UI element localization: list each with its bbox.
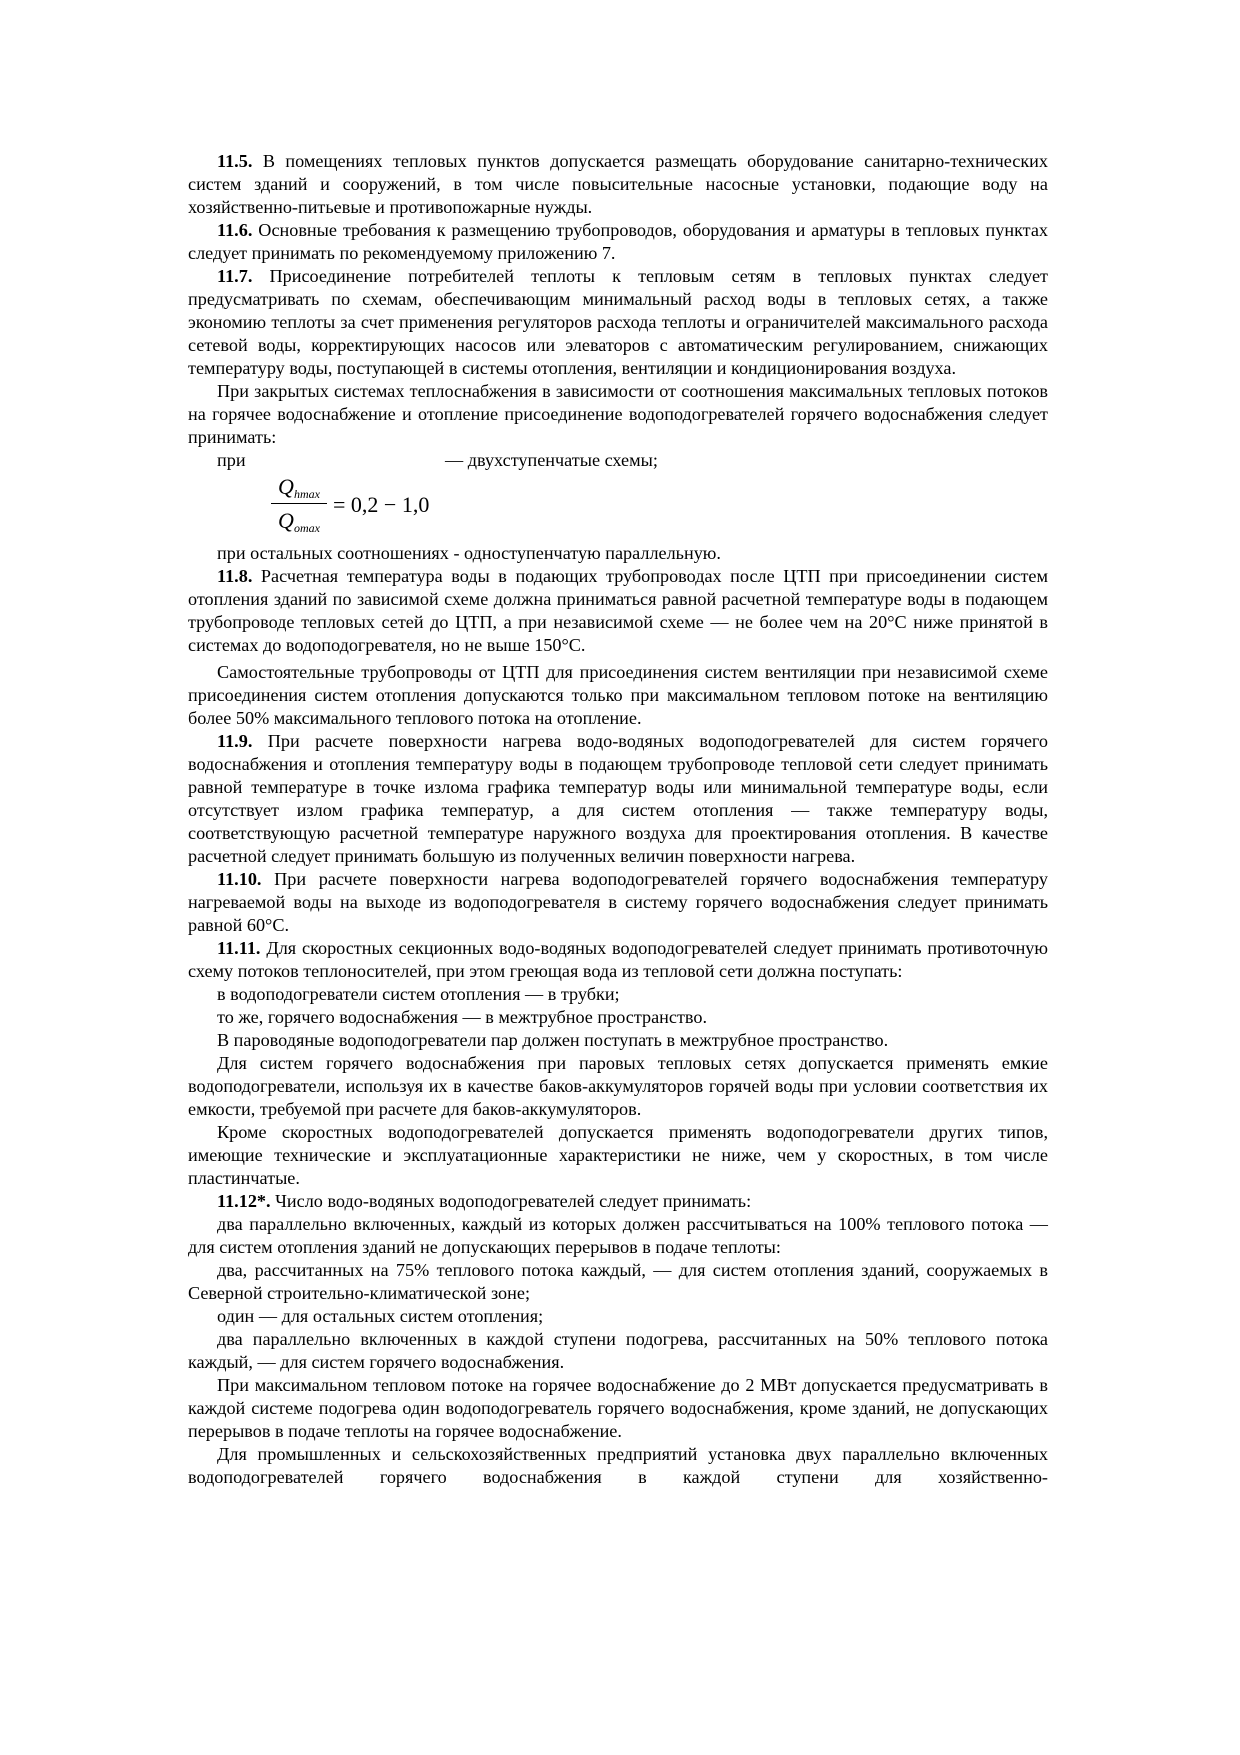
paragraph-11-6 [188,219,1048,265]
paragraph-text: Число водо-водяных водоподогревателей следует принимать: [270,1191,752,1211]
list-item: в водоподогреватели систем отопления — в трубки; [217,984,620,1004]
paragraph-max-2mw: При максимальном тепловом потоке на горячее водоснабжение до 2 МВт допускается предусматривать в каждой системе подогрева один водоподогреватель горячего водоснабжения, кроме зданий, не допускающих перерывов в подаче теплоты на горячее водоснабжение. [188,1375,1048,1441]
denominator [271,506,327,536]
paragraph-text: В помещениях тепловых пунктов допускается размещать оборудование санитарно-технических систем зданий и сооружений, в том числе повысительные насосные установки, подающие воду на хозяйственно-питьевые и противопожарные нужды. [188,151,1048,217]
numerator-symbol: Q [278,474,294,499]
paragraph-other-ratios: при остальных соотношениях - одноступенчатую параллельную. [217,543,721,563]
paragraph-steam-networks: Для систем горячего водоснабжения при паровых тепловых сетях допускается применять емкие водоподогреватели, используя их в качестве баков-аккумуляторов горячей воды при условии соответствия их емкости, требуемой при расчете для баков-аккумуляторов. [188,1053,1048,1119]
condition-line [188,449,1048,472]
denominator-symbol: Q [278,508,294,533]
paragraph-text: Основные требования к размещению трубопроводов, оборудования и арматуры в тепловых пунктах следует принимать по рекомендуемому приложению 7. [188,220,1048,263]
clause-number: 11.6. [217,220,253,240]
paragraph-text: Присоединение потребителей теплоты к тепловым сетям в тепловых пунктах следует предусматривать по схемам, обеспечивающим минимальный расход воды в тепловых сетях, а также экономию теплоты за счет применения регуляторов расхода теплоты и ограничителей максимального расхода сетевой воды, корректирующих насосов или элеваторов с автоматическим регулированием, снижающих температуру воды, поступающей в системы отопления, вентиляции и кондиционирования воздуха. [188,266,1048,378]
paragraph-11-8 [188,565,1048,657]
paragraph-11-10 [188,868,1048,937]
fraction-bar [271,503,327,504]
clause-number: 11.10. [217,869,262,889]
list-item: два, рассчитанных на 75% теплового потока каждый, — для систем отопления зданий, сооружаемых в Северной строительно-климатической зоне; [188,1260,1048,1303]
list-item: два параллельно включенных в каждой ступени подогрева, рассчитанных на 50% теплового потока каждый, — для систем горячего водоснабжения. [188,1329,1048,1372]
ratio-formula [271,472,1048,542]
numerator [271,472,327,502]
numerator-subscript: hmax [293,487,320,501]
fraction [271,472,327,536]
clause-number: 11.7. [217,266,253,286]
clause-number: 11.9. [217,731,253,751]
paragraph-independent: Самостоятельные трубопроводы от ЦТП для присоединения систем вентиляции при независимой схеме присоединения систем отопления допускаются только при максимальном тепловом потоке на вентиляцию более 50% максимального теплового потока на отопление. [188,662,1048,728]
paragraph-11-9 [188,730,1048,868]
clause-number: 11.12*. [217,1191,271,1211]
clause-number: 11.8. [217,566,253,586]
paragraph-steam: В пароводяные водоподогреватели пар должен поступать в межтрубное пространство. [217,1030,889,1050]
formula-range: = 0,2 − 1,0 [333,492,430,517]
denominator-subscript: omax [293,521,320,535]
paragraph-text: При расчете поверхности нагрева водоподогревателей горячего водоснабжения температуру нагреваемой воды на выходе из водоподогревателя в систему горячего водоснабжения следует принимать равной 60°С. [188,869,1048,935]
document-page [188,150,1048,1489]
paragraph-besides: Кроме скоростных водоподогревателей допускается применять водоподогреватели других типов, имеющие технические и эксплуатационные характеристики не ниже, чем у скоростных, в том числе пластинчатые. [188,1122,1048,1188]
paragraph-text: Расчетная температура воды в подающих трубопроводах после ЦТП при присоединении систем отопления зданий по зависимой схеме должна приниматься равной расчетной температуре воды в подающем трубопроводе тепловых сетей до ЦТП, а при независимой схеме — не более чем на 20°С ниже принятой в системах до водоподогревателя, но не выше 150°С. [188,566,1048,655]
clause-number: 11.11. [217,938,261,958]
paragraph-11-7 [188,265,1048,380]
list-item: то же, горячего водоснабжения — в межтрубное пространство. [217,1007,708,1027]
condition-result: — двухступенчатые схемы; [445,450,658,470]
clause-number: 11.5. [217,151,253,171]
list-item: один — для остальных систем отопления; [217,1306,544,1326]
paragraph-11-5 [188,150,1048,219]
paragraph-text: При расчете поверхности нагрева водо-водяных водоподогревателей для систем горячего водоснабжения и отопления температуру воды в подающем трубопроводе тепловой сети следует принимать равной температуре в точке излома графика температур воды или минимальной температуре воды, если отсутствует излом графика температур, а для систем отопления — также температуру воды, соответствующую расчетной температуре наружного воздуха для проектирования отопления. В качестве расчетной следует принимать большую из полученных величин поверхности нагрева. [188,731,1048,866]
paragraph-11-12 [188,1190,1048,1213]
condition-word: при [217,450,246,470]
paragraph-industrial: Для промышленных и сельскохозяйственных предприятий установка двух параллельно включенных водоподогревателей горячего водоснабжения в каждой ступени для хозяйственно- [188,1444,1048,1487]
paragraph-closed-systems: При закрытых системах теплоснабжения в зависимости от соотношения максимальных тепловых потоков на горячее водоснабжение и отопление присоединение водоподогревателей горячего водоснабжения следует принимать: [188,381,1048,447]
paragraph-11-11 [188,937,1048,983]
paragraph-text: Для скоростных секционных водо-водяных водоподогревателей следует принимать противоточную схему потоков теплоносителей, при этом греющая вода из тепловой сети должна поступать: [188,938,1048,981]
list-item: два параллельно включенных, каждый из которых должен рассчитываться на 100% теплового потока — для систем отопления зданий не допускающих перерывов в подаче теплоты: [188,1214,1048,1257]
